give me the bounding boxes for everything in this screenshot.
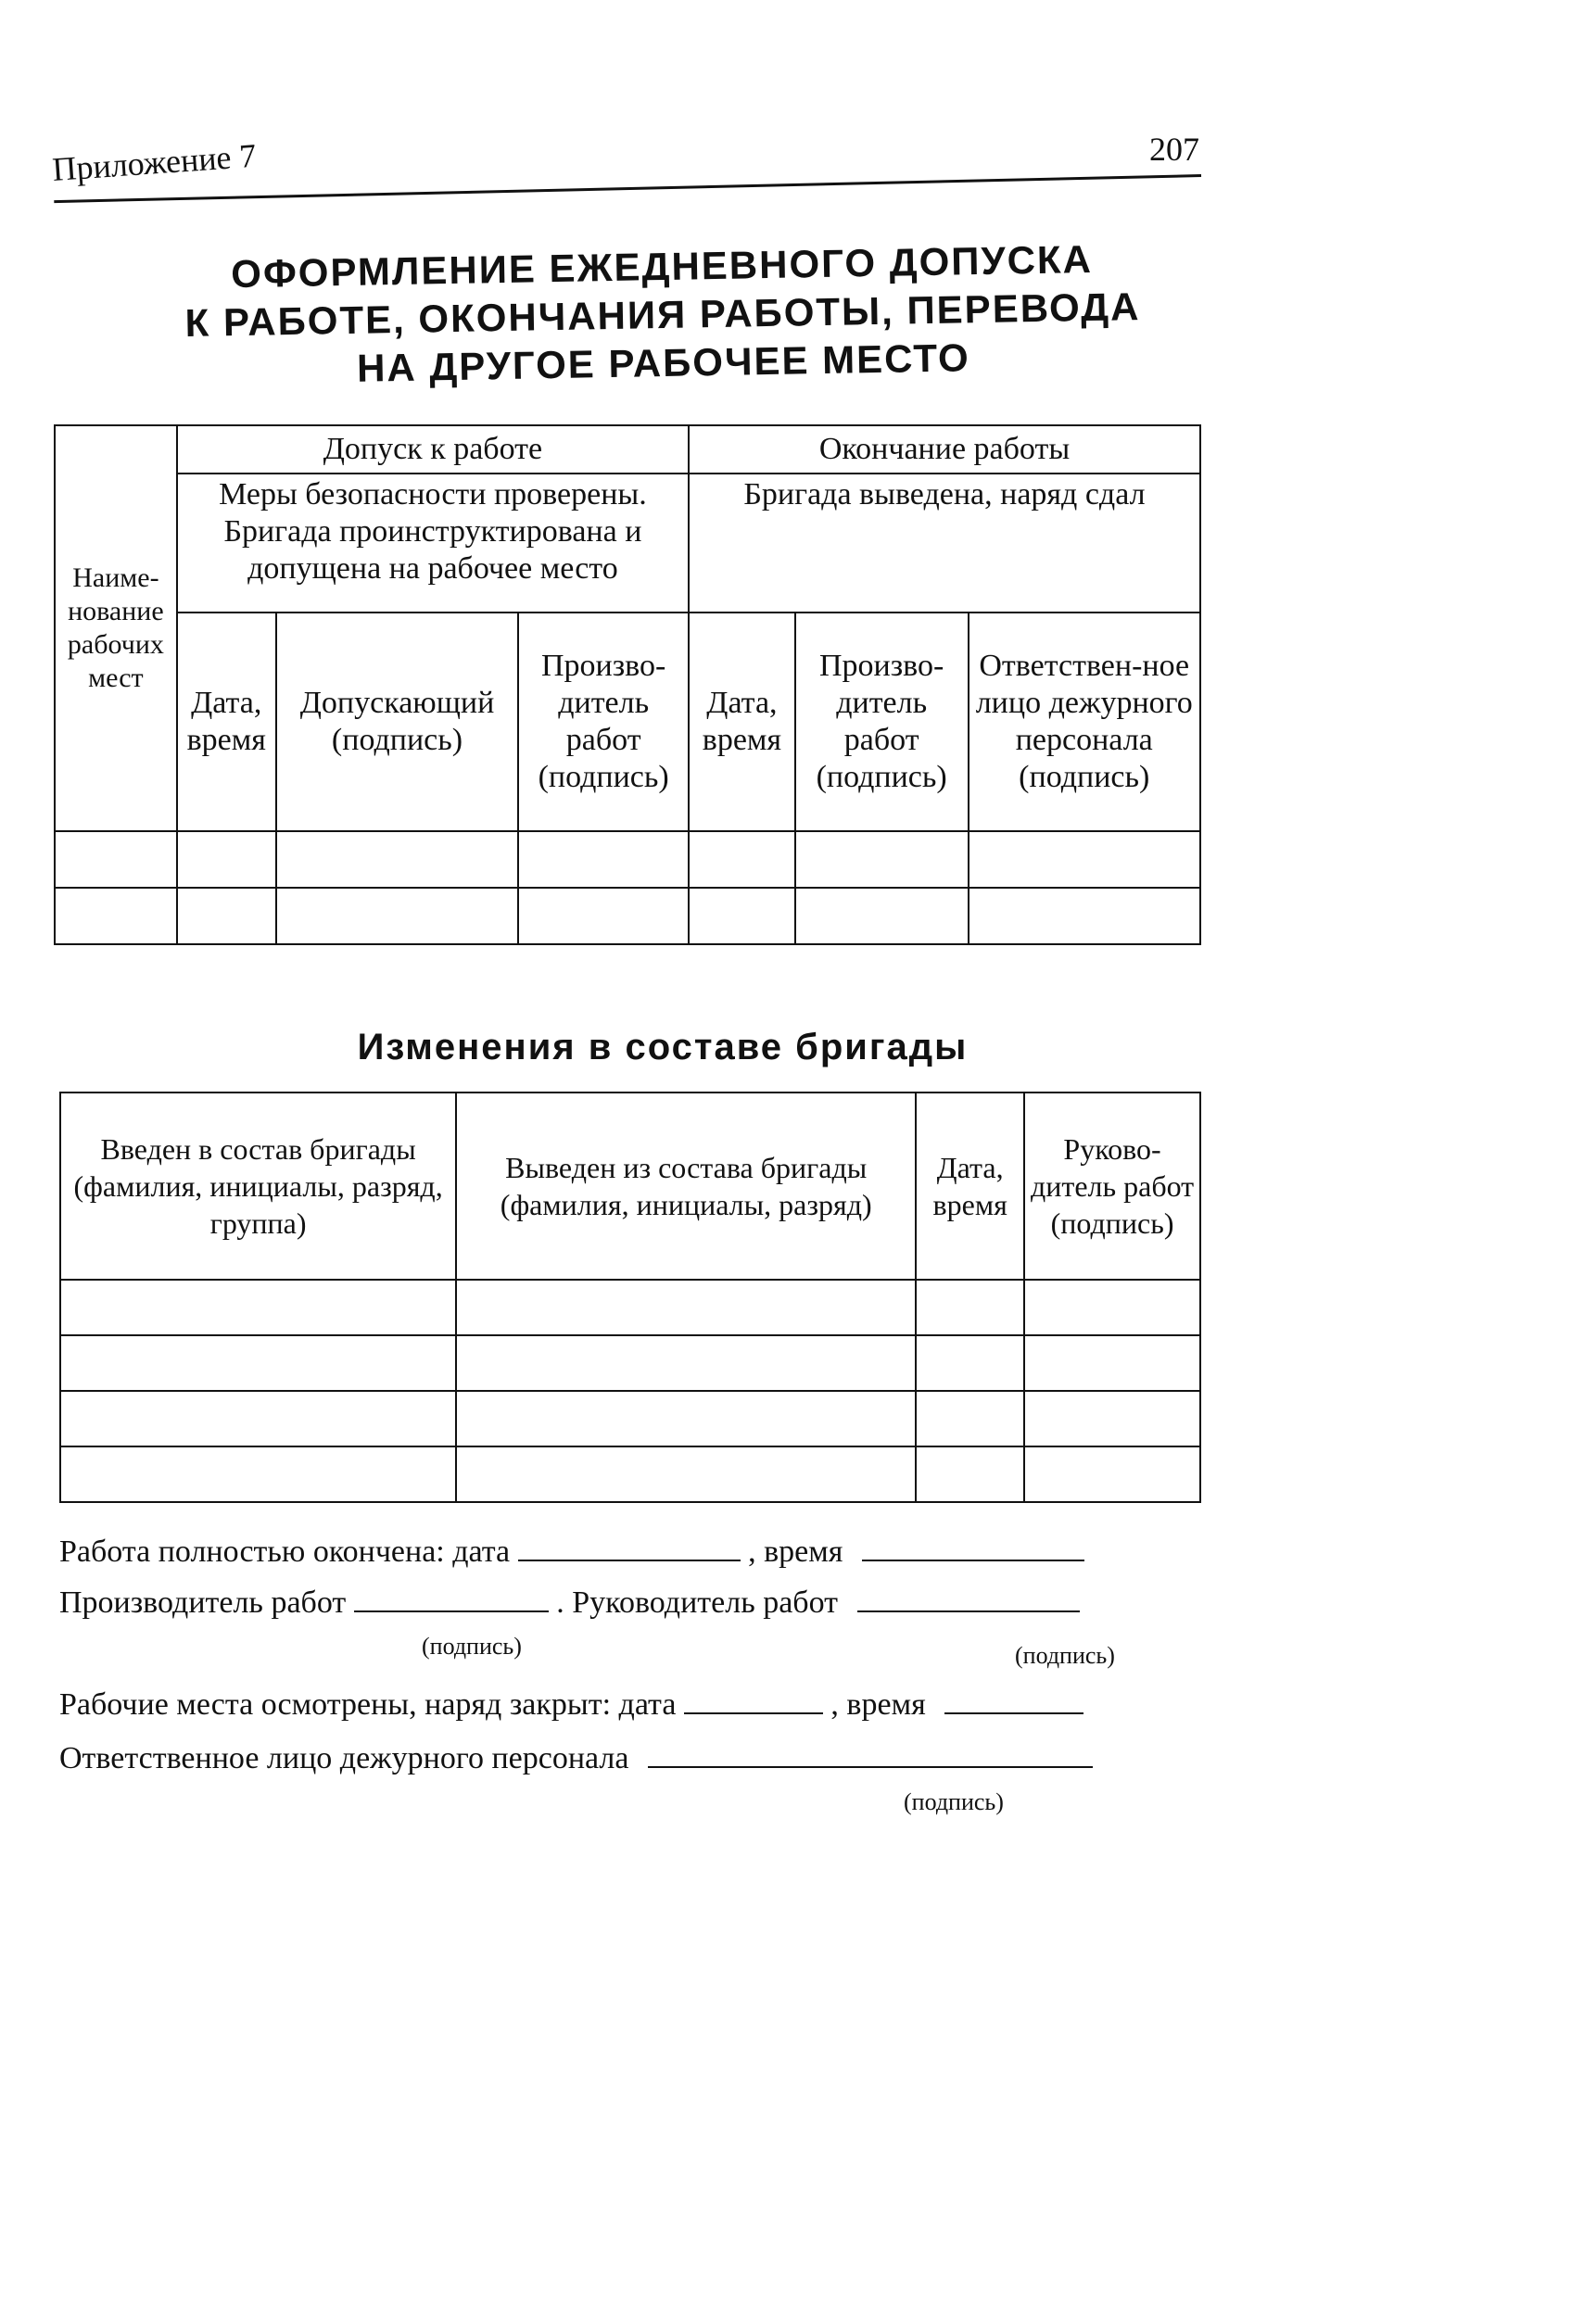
completion-group-header: Окончание работы [689, 425, 1200, 474]
title-line-2: К РАБОТЕ, ОКОНЧАНИЯ РАБОТЫ, ПЕРЕВОДА [184, 284, 1141, 345]
admission-group-header: Допуск к работе [177, 425, 689, 474]
admission-note: Меры безопасности проверены. Бригада проинструктирована и допущена на рабочее место [177, 474, 689, 613]
completion-time-field[interactable] [862, 1534, 1084, 1561]
producer-signature-field[interactable] [354, 1585, 549, 1612]
admission-date-header: Дата, время [177, 613, 276, 831]
duty-person-signature-field[interactable] [648, 1740, 1093, 1768]
table-row [60, 1280, 1200, 1335]
producer-label: Производитель работ [59, 1585, 347, 1620]
producer-line [59, 1585, 1080, 1621]
changes-title: Изменения в составе бригады [357, 1027, 969, 1067]
title-line-3: НА ДРУГОЕ РАБОЧЕЕ МЕСТО [356, 335, 971, 390]
duty-person-line [59, 1740, 1093, 1776]
table-row [55, 888, 1200, 944]
manager-signature-caption: (подпись) [1015, 1642, 1115, 1669]
completion-date-field[interactable] [518, 1534, 741, 1561]
table-row [55, 831, 1200, 888]
admission-table [54, 424, 1201, 945]
duty-person-signature-caption: (подпись) [904, 1788, 1004, 1815]
producer-signature-caption: (подпись) [422, 1633, 522, 1660]
places-checked-line [59, 1686, 1083, 1723]
workplace-name-header: Наиме-нование рабочих мест [55, 425, 177, 831]
page-number: 207 [1149, 131, 1199, 168]
appendix-label: Приложение 7 [51, 136, 258, 189]
page-title [92, 233, 1235, 397]
completion-note: Бригада выведена, наряд сдал [689, 474, 1200, 613]
completion-producer-header: Произво-дитель работ (подпись) [795, 613, 969, 831]
manager-header: Руково-дитель работ (подпись) [1024, 1093, 1200, 1280]
removed-member-header: Выведен из состава бригады (фамилия, инициалы, разряд) [456, 1093, 916, 1280]
producer-header: Произво-дитель работ (подпись) [518, 613, 689, 831]
title-line-1: ОФОРМЛЕНИЕ ЕЖЕДНЕВНОГО ДОПУСКА [230, 236, 1094, 297]
work-completed-label: Работа полностью окончена: дата [59, 1535, 511, 1569]
duty-person-header: Ответствен-ное лицо дежурного персонала (подпись) [969, 613, 1201, 831]
header-rule [54, 174, 1201, 203]
manager-signature-field[interactable] [857, 1585, 1080, 1612]
closing-date-field[interactable] [684, 1686, 823, 1714]
places-checked-label: Рабочие места осмотрены, наряд закрыт: дата [59, 1687, 677, 1722]
added-member-header: Введен в состав бригады (фамилия, инициалы, разряд, группа) [60, 1093, 456, 1280]
time-label: , время [748, 1535, 843, 1569]
changes-table [59, 1092, 1201, 1503]
change-date-header: Дата, время [916, 1093, 1024, 1280]
closing-time-field[interactable] [944, 1686, 1083, 1714]
work-completed-line [59, 1534, 1084, 1570]
completion-date-header: Дата, время [689, 613, 795, 831]
duty-person-label: Ответственное лицо дежурного персонала [59, 1741, 629, 1775]
admitter-header: Допускающий (подпись) [276, 613, 519, 831]
table-row [60, 1391, 1200, 1446]
closing-time-label: , время [830, 1687, 926, 1722]
table-row [60, 1446, 1200, 1502]
manager-label: . Руководитель работ [556, 1585, 839, 1620]
table-row [60, 1335, 1200, 1391]
